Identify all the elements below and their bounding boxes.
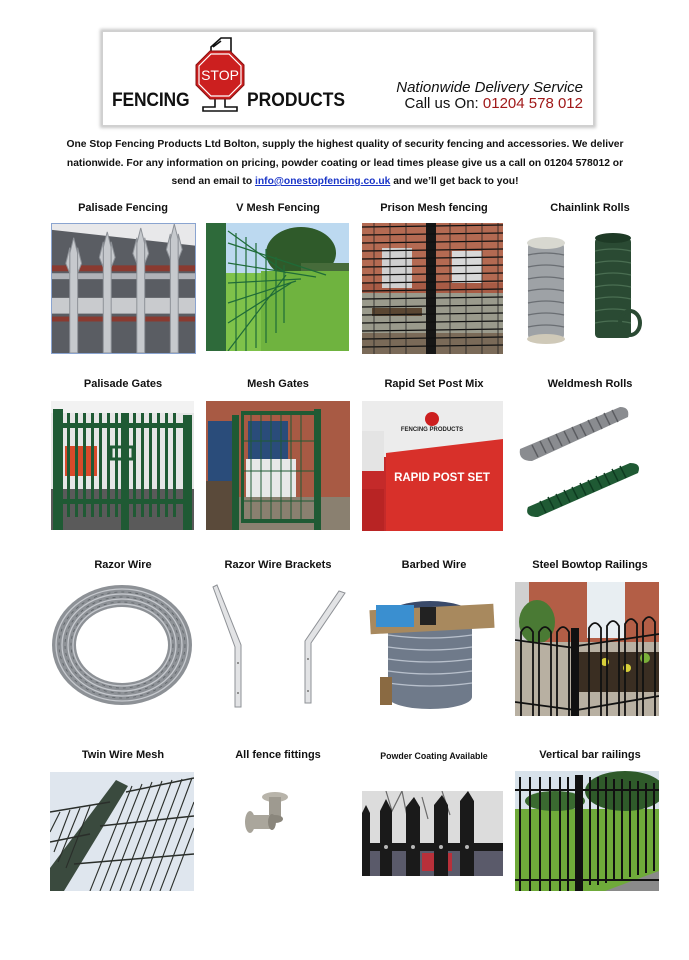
- product-label: Mesh Gates: [247, 378, 309, 390]
- product-label: Razor Wire Brackets: [224, 559, 332, 571]
- razor-wire-image[interactable]: [50, 581, 196, 709]
- product-label: Vertical bar railings: [539, 749, 641, 761]
- product-label: Palisade Gates: [83, 378, 163, 390]
- palisade-fencing-image[interactable]: [51, 223, 196, 354]
- vertical-bar-railings-image[interactable]: [515, 771, 659, 891]
- call-label: Call us On:: [404, 95, 483, 112]
- rapid-post-set-image[interactable]: [362, 401, 503, 531]
- intro-text: One Stop Fencing Products Ltd Bolton, supply the highest quality of security fencing and accessories. We deliver nationwide. For any information on pricing, powder coating or lead times please give us a call on 01204 578012 or send an email to: [66, 139, 624, 187]
- tagline: [396, 80, 583, 112]
- product-label: Razor Wire: [94, 559, 152, 571]
- phone-number[interactable]: 01204 578 012: [482, 95, 583, 112]
- weldmesh-rolls-image[interactable]: [518, 401, 663, 531]
- bowtop-railings-image[interactable]: [515, 582, 659, 716]
- product-label: V Mesh Fencing: [236, 202, 320, 214]
- svg-text:FENCING PRODUCTS: FENCING PRODUCTS: [400, 427, 464, 433]
- barbed-wire-image[interactable]: [362, 585, 503, 713]
- v-mesh-fencing-image[interactable]: [206, 223, 349, 351]
- prison-mesh-image[interactable]: [362, 223, 503, 354]
- intro-paragraph: [62, 136, 628, 192]
- stop-sign-logo-icon: [191, 35, 249, 113]
- mesh-gates-image[interactable]: [206, 401, 350, 530]
- product-label: Barbed Wire: [401, 559, 467, 571]
- product-label: Palisade Fencing: [78, 202, 168, 214]
- product-label: All fence fittings: [235, 749, 321, 761]
- palisade-gates-image[interactable]: [51, 401, 194, 530]
- intro-text-end: and we’ll get back to you!: [390, 176, 519, 187]
- product-label: Chainlink Rolls: [550, 202, 630, 214]
- product-label: Twin Wire Mesh: [81, 749, 165, 761]
- header-banner: [102, 31, 594, 126]
- twin-wire-mesh-image[interactable]: [50, 772, 194, 891]
- product-label: Powder Coating Available: [380, 751, 488, 761]
- chainlink-rolls-image[interactable]: [518, 223, 663, 354]
- fence-fittings-image[interactable]: [206, 771, 301, 843]
- email-link[interactable]: info@onestopfencing.co.uk: [255, 176, 391, 187]
- svg-text:STOP: STOP: [201, 67, 239, 83]
- call-line: [396, 96, 583, 112]
- product-label: Weldmesh Rolls: [547, 378, 633, 390]
- delivery-text: Nationwide Delivery Service: [396, 79, 583, 96]
- logo-word-products: PRODUCTS: [247, 90, 346, 111]
- powder-coated-palisade-image[interactable]: [362, 791, 503, 876]
- product-label: Prison Mesh fencing: [380, 202, 488, 214]
- svg-text:RAPID POST SET: RAPID POST SET: [394, 472, 490, 484]
- product-label: Steel Bowtop Railings: [532, 559, 648, 571]
- product-label: Rapid Set Post Mix: [384, 378, 484, 390]
- razor-wire-brackets-image[interactable]: [209, 583, 349, 711]
- logo-word-fencing: FENCING: [112, 90, 190, 111]
